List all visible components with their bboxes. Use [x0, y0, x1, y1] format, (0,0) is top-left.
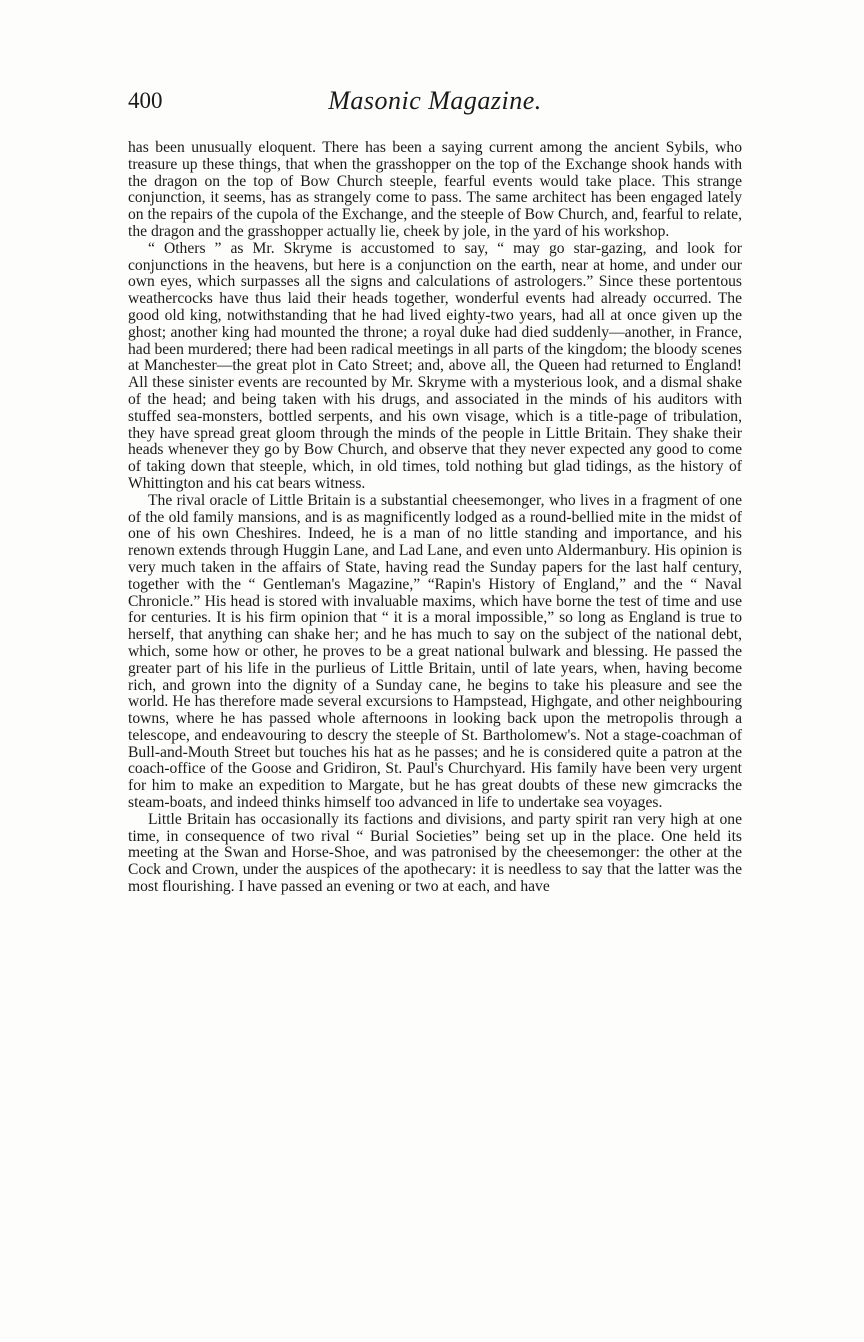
paragraph-others-skryme: “ Others ” as Mr. Skryme is accustomed to say, “ may go star-gazing, and look for conjunctions in the heavens, but here is a conjunction on the earth, near at home, and under our own eyes, which surpasses all the signs and calculations of astrologers.” Since these portentous weathercocks have thus laid their heads together, wonderful events had already occurred. The good old king, notwithstanding that he had lived eighty-two years, had all at once given up the ghost; another king had mounted the throne; a royal duke had died suddenly—another, in France, had been murdered; there had been radical meetings in all parts of the kingdom; the bloody scenes at Manchester—the great plot in Cato Street; and, above all, the Queen had returned to England! All these sinister events are recounted by Mr. Skryme with a mysterious look, and a dismal shake of the head; and being taken with his drugs, and associated in the minds of his auditors with stuffed sea-monsters, bottled serpents, and his own visage, which is a title-page of tribulation, they have spread great gloom through the minds of the people in Little Britain. They shake their heads whenever they go by Bow Church, and observe that they never expected any good to come of taking down that steeple, which, in old times, told nothing but glad tidings, as the history of Whittington and his cat bears witness.	[128, 239, 742, 492]
book-page	[128, 86, 742, 896]
body-text	[128, 140, 742, 896]
paragraph-rival-oracle: The rival oracle of Little Britain is a substantial cheesemonger, who lives in a fragment of one of the old family mansions, and is as magnificently lodged as a round-bellied mite in the midst of one of his own Cheshires. Indeed, he is a man of no little standing and importance, and his renown extends through Huggin Lane, and Lad Lane, and even unto Aldermanbury. His opinion is very much taken in the affairs of State, having read the Sunday papers for the last half century, together with the “ Gentleman's Magazine,” “Rapin's History of England,” and the “ Naval Chronicle.” His head is stored with invaluable maxims, which have borne the test of time and use for centuries. It is his firm opinion that “ it is a moral impossible,” so long as England is true to herself, that anything can shake her; and he has much to say on the subject of the national debt, which, some how or other, he proves to be a great national bulwark and blessing. He passed the greater part of his life in the purlieus of Little Britain, until of late years, when, having become rich, and grown into the dignity of a Sunday cane, he begins to take his pleasure and see the world. He has therefore made several excursions to Hampstead, Highgate, and other neighbouring towns, where he has passed whole afternoons in looking back upon the metropolis through a telescope, and endeavouring to descry the steeple of St. Bartholomew's. Not a stage-coachman of Bull-and-Mouth Street but touches his hat as he passes; and he is considered quite a patron at the coach-office of the Goose and Gridiron, St. Paul's Churchyard. His family have been very urgent for him to make an expedition to Margate, but he has great doubts of these new gimcracks the steam-boats, and indeed thinks himself too advanced in life to undertake sea voyages.	[128, 491, 742, 812]
paragraph-continued: has been unusually eloquent. There has been a saying current among the ancient Sybils, who treasure up these things, that when the grasshopper on the top of the Exchange shook hands with the dragon on the top of Bow Church steeple, fearful events would take place. This strange conjunction, it seems, has as strangely come to pass. The same architect has been engaged lately on the repairs of the cupola of the Exchange, and the steeple of Bow Church, and, fearful to relate, the dragon and the grasshopper actually lie, cheek by jole, in the yard of his workshop.	[128, 139, 742, 240]
paragraph-factions: Little Britain has occasionally its factions and divisions, and party spirit ran very high at one time, in consequence of two rival “ Burial Societies” being set up in the place. One held its meeting at the Swan and Horse-Shoe, and was patronised by the cheesemonger: the other at the Cock and Crown, under the auspices of the apothecary: it is needless to say that the latter was the most flourishing. I have passed an evening or two at each, and have	[128, 810, 742, 896]
page-header	[128, 86, 742, 126]
running-title: Masonic Magazine.	[328, 86, 542, 115]
page-number: 400	[128, 88, 163, 113]
